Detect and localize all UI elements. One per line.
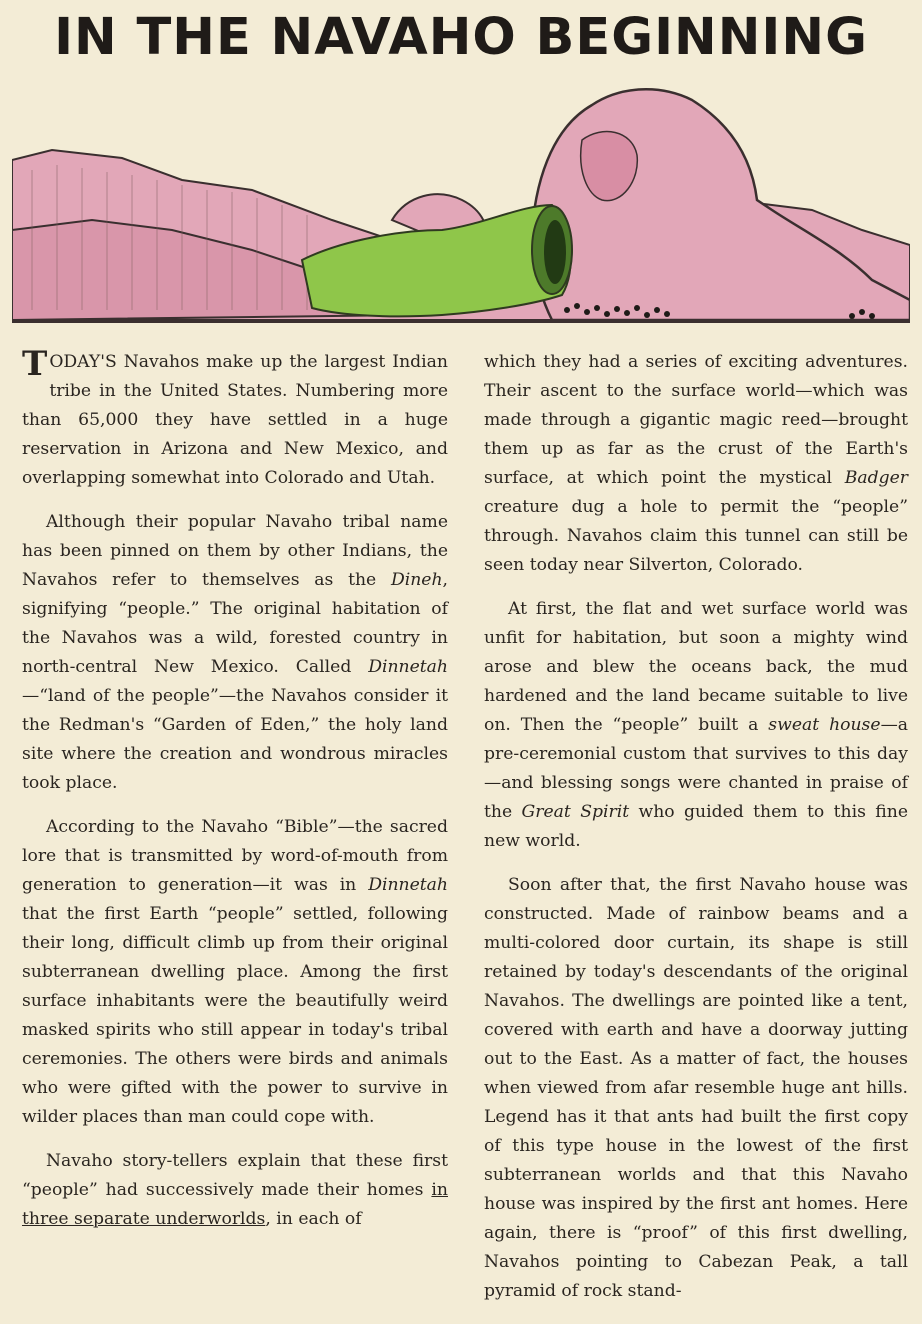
paragraph-text: —“land of the people”—the Navahos consider it the Redman's “Garden of Eden,” the holy land site where the creation and wondrous miracles took place. <box>22 686 448 793</box>
underlined-text: in three separate underworlds <box>22 1180 448 1229</box>
paragraph <box>22 508 448 798</box>
paragraph-text: According to the Navaho “Bible”—the sacred lore that is transmitted by word-of-mouth from generation to generation—it was in <box>22 817 448 895</box>
page-title: IN THE NAVAHO BEGINNING <box>54 8 868 67</box>
paragraph-text: that the first Earth “people” settled, following their long, difficult climb up from their original subterranean dwelling place. Among the first surface inhabitants were the beautifully weird masked spirits who still appear in today's tribal ceremonies. The others were birds and animals who were gifted with the power to survive in wilder places than man could cope with. <box>22 904 448 1127</box>
paragraph-text: —a pre-ceremonial custom that survives to this day—and blessing songs were chanted in praise of the <box>484 715 908 822</box>
paragraph-text: ODAY'S Navahos make up the largest Indian tribe in the United States. Numbering more than 65,000 they have settled in a huge reservation in Arizona and New Mexico, and overlapping somewhat into Colorado and Utah. <box>22 352 448 488</box>
paragraph-text: Soon after that, the first Navaho house was constructed. Made of rainbow beams and a multi-colored door curtain, its shape is still retained by today's descendants of the original Navahos. The dwellings are pointed like a tent, covered with earth and have a doorway jutting out to the East. As a matter of fact, the houses when viewed from afar resemble huge ant hills. Legend has it that ants had built the first copy of this type house in the lowest of the first subterranean worlds and that this Navaho house was inspired by the first ant homes. Here again, there is “proof” of this first dwelling, Navahos pointing to Cabezan Peak, a tall pyramid of rock stand- <box>484 875 908 1301</box>
paragraph-text: which they had a series of exciting adventures. Their ascent to the surface world—which was made through a gigantic magic reed—brought them up as far as the crust of the Earth's surface, at which point the mystical <box>484 352 908 488</box>
paragraph <box>22 1147 448 1234</box>
italic-term: Badger <box>844 468 908 488</box>
italic-term: sweat house <box>768 715 881 735</box>
italic-term: Dinnetah <box>368 657 448 677</box>
right-column <box>484 348 908 1321</box>
paragraph <box>484 595 908 856</box>
italic-term: Dineh <box>390 570 443 590</box>
paragraph <box>484 348 908 580</box>
paragraph-text: At first, the flat and wet surface world was unfit for habitation, but soon a mighty wind arose and blew the oceans back, the mud hardened and the land became suitable to live on. Then the “people” built a <box>484 599 908 735</box>
giant-figure-reed-landscape-illustration-icon <box>12 80 910 330</box>
drop-cap: T <box>22 344 48 384</box>
paragraph <box>22 344 448 493</box>
paragraph-text: , signifying “people.” The original habitation of the Navahos was a wild, forested country in north-central New Mexico. Called <box>22 570 448 677</box>
paragraph <box>22 813 448 1132</box>
paragraph-text: Navaho story-tellers explain that these first “people” had successively made their homes <box>22 1151 448 1200</box>
illustration <box>12 80 910 330</box>
paragraph-text: Although their popular Navaho tribal name has been pinned on them by other Indians, the Navahos refer to themselves as the <box>22 512 448 590</box>
paragraph-text: who guided them to this fine new world. <box>484 802 908 851</box>
italic-term: Dinnetah <box>368 875 448 895</box>
paragraph-text: creature dug a hole to permit the “people” through. Navahos claim this tunnel can still be seen today near Silverton, Colorado. <box>484 497 908 575</box>
left-column <box>22 344 448 1249</box>
paragraph <box>484 871 908 1306</box>
paragraph-text: , in each of <box>265 1209 362 1229</box>
italic-term: Great Spirit <box>521 802 630 822</box>
